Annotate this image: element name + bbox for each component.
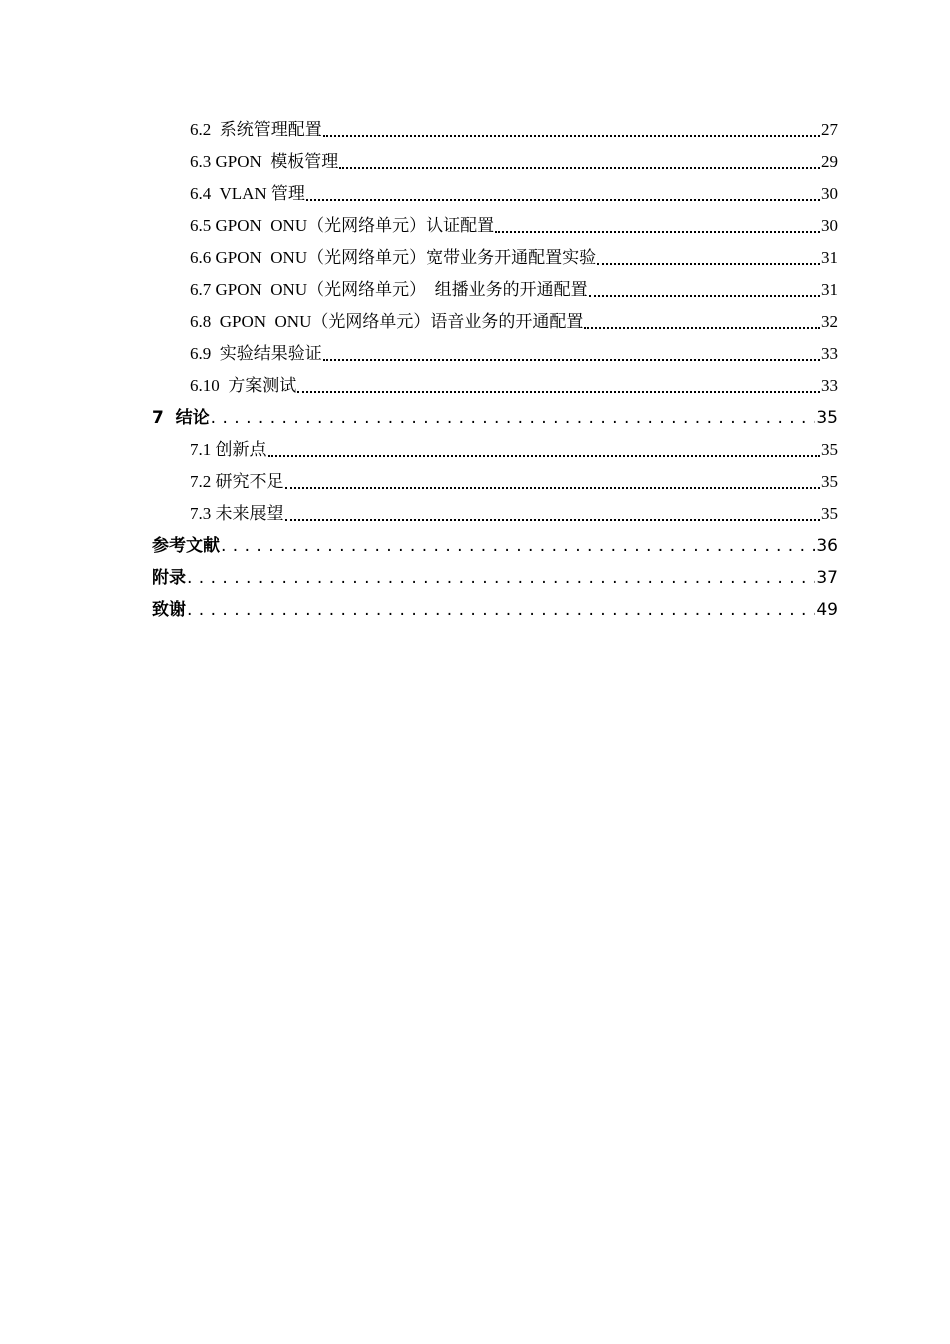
- toc-entry-title: 6.10 方案测试: [190, 376, 297, 395]
- toc-entry-title: 附录: [152, 568, 186, 588]
- toc-dot-leader: [285, 486, 821, 489]
- toc-entry-acknowledgements[interactable]: [152, 594, 838, 626]
- toc-page-number: 33: [821, 344, 838, 363]
- toc-dot-leader: [306, 198, 820, 201]
- toc-entry-7-2[interactable]: [152, 466, 838, 498]
- toc-dot-leader: [323, 358, 820, 361]
- toc-entry-title: 6.7 GPON ONU（光网络单元） 组播业务的开通配置: [190, 280, 588, 299]
- toc-entry-title: 7.3 未来展望: [190, 504, 284, 523]
- toc-dot-leader: [297, 390, 820, 393]
- toc-page-number: 30: [821, 184, 838, 203]
- toc-page-number: 35: [821, 440, 838, 459]
- toc-entry-title: 6.5 GPON ONU（光网络单元）认证配置: [190, 216, 495, 235]
- toc-dot-leader: [187, 558, 815, 590]
- toc-dot-leader: [495, 230, 820, 233]
- toc-page-number: 31: [821, 248, 838, 267]
- toc-entry-6-5[interactable]: [152, 210, 838, 242]
- toc-page-number: 35: [821, 472, 838, 491]
- toc-dot-leader: [268, 454, 821, 457]
- toc-dot-leader: [589, 294, 820, 297]
- toc-entry-title: 致谢: [152, 600, 186, 620]
- toc-page-number: 29: [821, 152, 838, 171]
- toc-dot-leader: [221, 526, 815, 558]
- toc-entry-7-conclusion[interactable]: [152, 402, 838, 434]
- table-of-contents: [152, 114, 838, 626]
- toc-dot-leader: [211, 398, 816, 430]
- toc-entry-title: 6.9 实验结果验证: [190, 344, 322, 363]
- toc-entry-6-4[interactable]: [152, 178, 838, 210]
- toc-dot-leader: [584, 326, 820, 329]
- toc-page-number: 30: [821, 216, 838, 235]
- toc-dot-leader: [323, 134, 820, 137]
- toc-entry-title: 6.4 VLAN 管理: [190, 184, 305, 203]
- toc-entry-6-2[interactable]: [152, 114, 838, 146]
- toc-entry-6-3[interactable]: [152, 146, 838, 178]
- toc-dot-leader: [187, 590, 815, 622]
- toc-entry-title: 7 结论: [152, 408, 210, 428]
- toc-entry-6-8[interactable]: [152, 306, 838, 338]
- toc-entry-6-9[interactable]: [152, 338, 838, 370]
- toc-entry-title: 7.2 研究不足: [190, 472, 284, 491]
- toc-page-number: 37: [816, 568, 838, 588]
- toc-entry-title: 6.3 GPON 模板管理: [190, 152, 339, 171]
- toc-entry-title: 6.8 GPON ONU（光网络单元）语音业务的开通配置: [190, 312, 584, 331]
- toc-entry-6-6[interactable]: [152, 242, 838, 274]
- toc-entry-title: 参考文献: [152, 536, 220, 556]
- toc-entry-title: 6.2 系统管理配置: [190, 120, 322, 139]
- toc-page-number: 35: [821, 504, 838, 523]
- toc-dot-leader: [597, 262, 820, 265]
- toc-page-number: 32: [821, 312, 838, 331]
- toc-page-number: 33: [821, 376, 838, 395]
- toc-page-number: 27: [821, 120, 838, 139]
- toc-dot-leader: [339, 166, 820, 169]
- toc-entry-title: 7.1 创新点: [190, 440, 267, 459]
- toc-entry-6-7[interactable]: [152, 274, 838, 306]
- toc-page-number: 35: [816, 408, 838, 428]
- toc-page-number: 31: [821, 280, 838, 299]
- toc-entry-title: 6.6 GPON ONU（光网络单元）宽带业务开通配置实验: [190, 248, 597, 267]
- toc-page-number: 49: [816, 600, 838, 620]
- toc-entry-7-1[interactable]: [152, 434, 838, 466]
- toc-page-number: 36: [816, 536, 838, 556]
- toc-dot-leader: [285, 518, 821, 521]
